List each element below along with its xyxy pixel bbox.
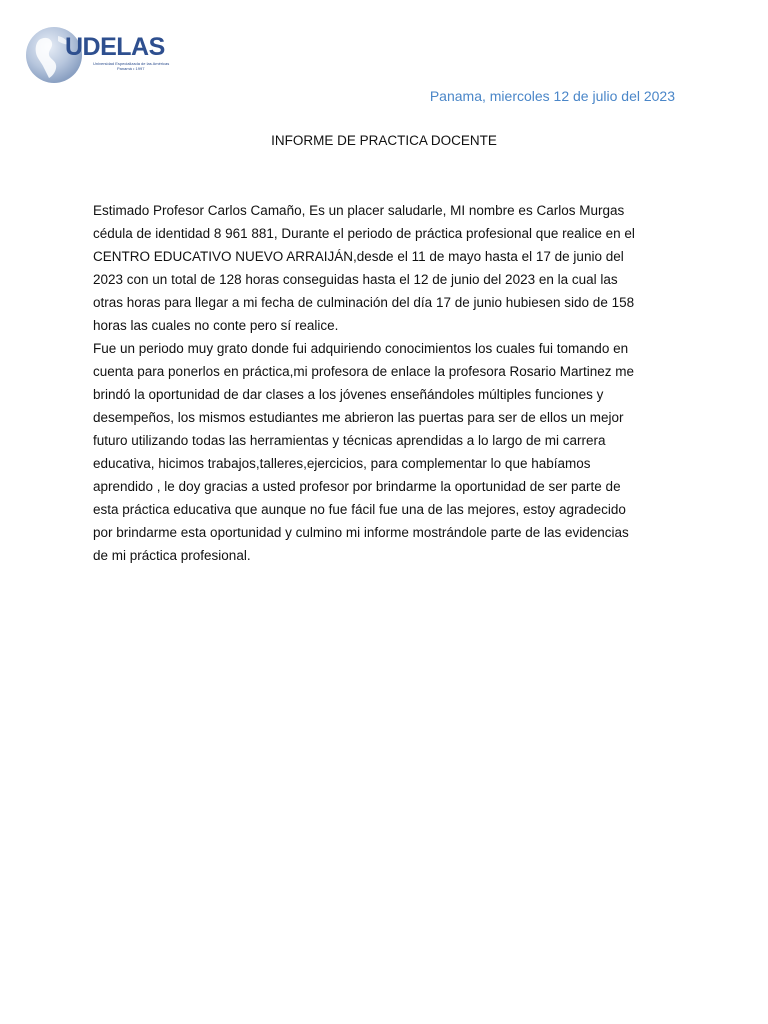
body-line: aprendido , le doy gracias a usted profesor por brindarme la oportunidad de ser parte de	[93, 479, 621, 494]
body-line: esta práctica educativa que aunque no fue fácil fue una de las mejores, estoy agradecido	[93, 502, 626, 517]
body-line: 2023 con un total de 128 horas conseguidas hasta el 12 de junio del 2023 en la cual las	[93, 272, 618, 287]
body-line: desempeños, los mismos estudiantes me abrieron las puertas para ser de ellos un mejor	[93, 410, 624, 425]
body-line: otras horas para llegar a mi fecha de culminación del día 17 de junio hubiesen sido de 158	[93, 295, 635, 310]
body-line: horas las cuales no conte pero sí realice.	[93, 318, 339, 333]
body-line: educativa, hicimos trabajos,talleres,ejercicios, para complementar lo que habíamos	[93, 456, 591, 471]
body-line: de mi práctica profesional.	[93, 548, 251, 563]
logo-subtitle-year: Panamá • 1997	[117, 66, 145, 71]
body-line: por brindarme esta oportunidad y culmino mi informe mostrándole parte de las evidencias	[93, 525, 629, 540]
body-line: cuenta para ponerlos en práctica,mi profesora de enlace la profesora Rosario Martinez me	[93, 364, 635, 379]
document-date: Panama, miercoles 12 de julio del 2023	[429, 88, 675, 104]
body-line: brindó la oportunidad de dar clases a los jóvenes enseñándoles múltiples funciones y	[93, 387, 604, 402]
body-line: CENTRO EDUCATIVO NUEVO ARRAIJÁN,desde el 11 de mayo hasta el 17 de junio del	[93, 249, 624, 264]
logo-subtitle: Universidad Especializada de las Américas	[93, 61, 170, 66]
document-body	[93, 199, 679, 567]
body-line: Estimado Profesor Carlos Camaño, Es un placer saludarle, MI nombre es Carlos Murgas	[93, 203, 625, 218]
body-line: futuro utilizando todas las herramientas y técnicas aprendidas a lo largo de mi carrera	[93, 433, 606, 448]
udelas-logo	[25, 26, 170, 86]
body-line: Fue un periodo muy grato donde fui adquiriendo conocimientos los cuales fui tomando en	[93, 341, 629, 356]
logo-wordmark: UDELAS	[65, 33, 165, 61]
document-title: INFORME DE PRACTICA DOCENTE	[271, 133, 497, 148]
body-line: cédula de identidad 8 961 881, Durante el periodo de práctica profesional que realice en el	[93, 226, 635, 241]
